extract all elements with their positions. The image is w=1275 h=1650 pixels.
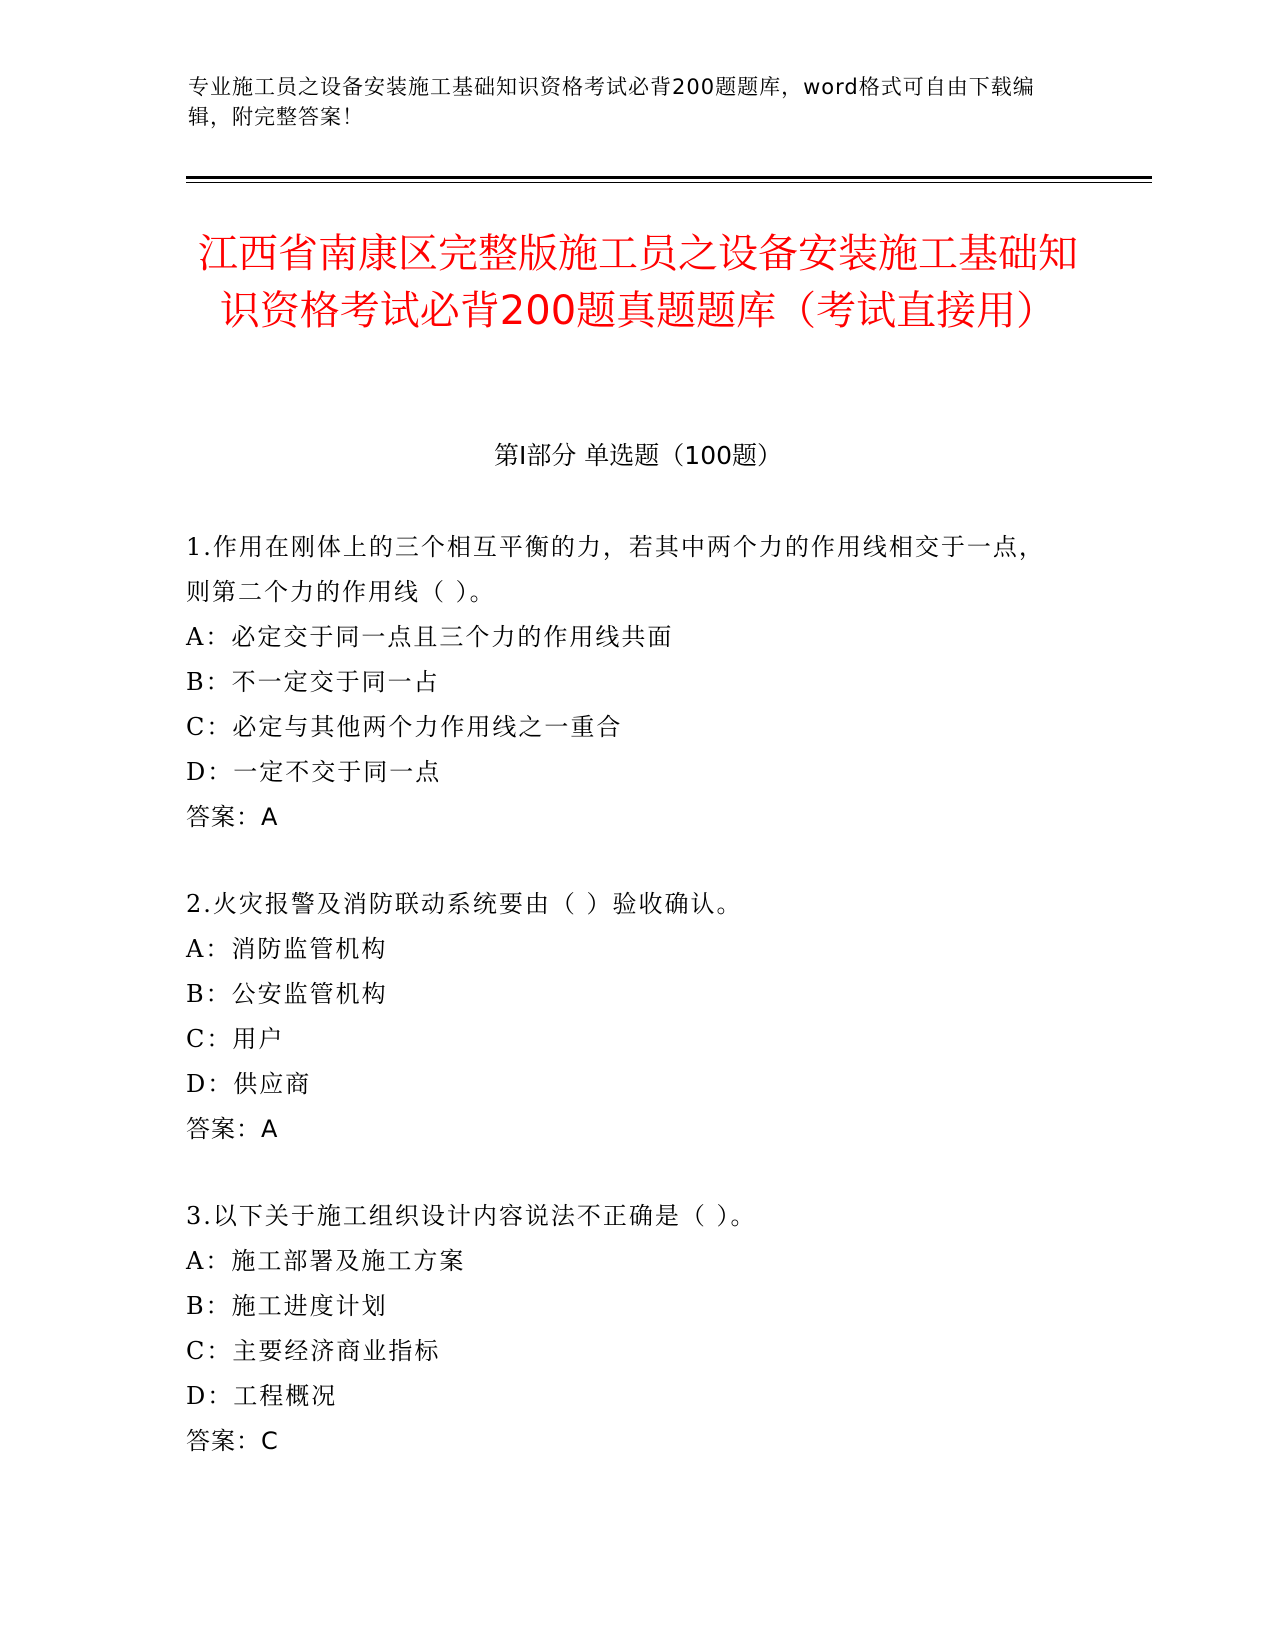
- question-stem: 3.以下关于施工组织设计内容说法不正确是（ ）。: [186, 1202, 757, 1230]
- option-d: D：工程概况: [186, 1382, 338, 1410]
- option-b: B：施工进度计划: [186, 1292, 388, 1320]
- question-item: [186, 1194, 1066, 1464]
- answer-line: 答案：C: [186, 1427, 279, 1455]
- question-stem: 2.火灾报警及消防联动系统要由（ ）验收确认。: [186, 890, 743, 918]
- option-d: D：一定不交于同一点: [186, 758, 442, 786]
- option-a: A：消防监管机构: [186, 935, 388, 963]
- question-item: [186, 525, 1066, 840]
- question-list: [186, 525, 1066, 1506]
- option-d: D：供应商: [186, 1070, 312, 1098]
- question-item: [186, 882, 1066, 1152]
- document-title: 江西省南康区完整版施工员之设备安装施工基础知识资格考试必背200题真题题库（考试直接用）: [198, 231, 1078, 334]
- option-b: B：公安监管机构: [186, 980, 388, 1008]
- option-c: C：必定与其他两个力作用线之一重合: [186, 713, 623, 741]
- option-c: C：用户: [186, 1025, 285, 1053]
- option-c: C：主要经济商业指标: [186, 1337, 441, 1365]
- answer-line: 答案：A: [186, 1115, 279, 1143]
- question-stem: 1.作用在刚体上的三个相互平衡的力，若其中两个力的作用线相交于一点，则第二个力的作用线（ ）。: [186, 533, 1045, 606]
- header-note: 专业施工员之设备安装施工基础知识资格考试必背200题题库，word格式可自由下载编辑，附完整答案！: [188, 75, 1035, 129]
- option-a: A：施工部署及施工方案: [186, 1247, 466, 1275]
- answer-line: 答案：A: [186, 803, 279, 831]
- header-divider-thin: [186, 182, 1152, 183]
- option-a: A：必定交于同一点且三个力的作用线共面: [186, 623, 674, 651]
- option-b: B：不一定交于同一占: [186, 668, 440, 696]
- header-divider-thick: [186, 176, 1152, 179]
- section-heading: 第Ⅰ部分 单选题（100题）: [493, 441, 783, 470]
